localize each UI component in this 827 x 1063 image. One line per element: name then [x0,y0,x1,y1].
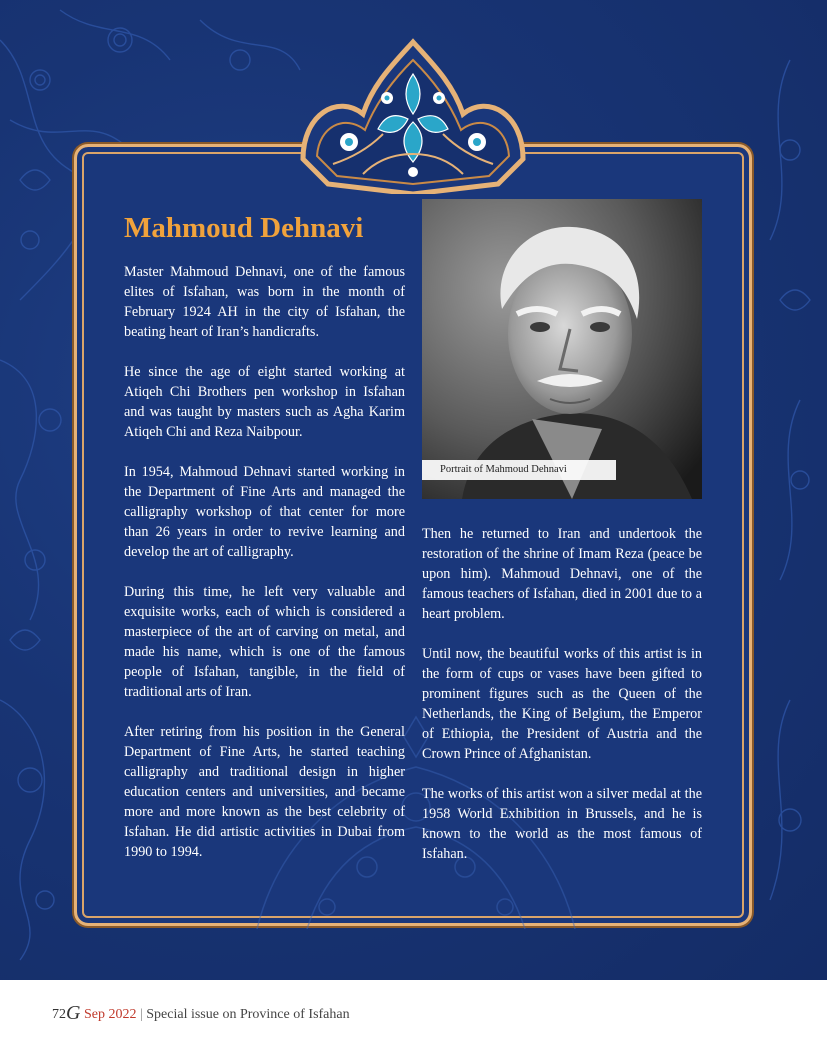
right-text-column [422,524,702,884]
issue-date: Sep 2022 [83,1007,137,1022]
portrait-photo [422,199,702,499]
article-title: Mahmoud Dehnavi [124,212,364,244]
paragraph: After retiring from his position in the General Department of Fine Arts, he started teaching calligraphy and traditional design in higher education centers and universities, and became more and more known as the best celebrity of Isfahan. He did artistic activities in Dubai from 1990 to 1994. [124,724,405,860]
paragraph: Until now, the beautiful works of this artist is in the form of cups or vases have been gifted to prominent figures such as the Queen of the Netherlands, the King of Belgium, the Emperor of Ethiopia, the President of Austria and the Crown Prince of Afghanistan. [422,646,702,762]
paragraph: In 1954, Mahmoud Dehnavi started working in the Department of Fine Arts and managed the calligraphy workshop of that center for more than 26 years in order to revive learning and develop the art of calligraphy. [124,464,405,560]
footer-separator: | [139,1007,143,1022]
issue-title: Special issue on Province of Isfahan [146,1007,350,1022]
left-text-column [124,262,405,882]
page-number: 72 [52,1007,66,1022]
paragraph: During this time, he left very valuable and exquisite works, each of which is considered a masterpiece of the art of carving on metal, and made his name, which is one of the famous people of Isfahan, tangible, in the field of traditional arts of Iran. [124,584,405,700]
persian-arabesque-ornament [293,34,533,194]
paragraph: Master Mahmoud Dehnavi, one of the famous elites of Isfahan, was born in the month of February 1924 AH in the city of Isfahan, the beating heart of Iran’s handicrafts. [124,264,405,340]
page-footer [52,1001,350,1024]
portrait-caption: Portrait of Mahmoud Dehnavi [422,460,616,480]
paragraph: He since the age of eight started working at Atiqeh Chi Brothers pen workshop in Isfahan and was taught by masters such as Agha Karim Atiqeh Chi and Reza Naibpour. [124,364,405,440]
portrait-image [422,199,702,499]
paragraph: The works of this artist won a silver medal at the 1958 World Exhibition in Brussels, and he is known to the world as the most famous of Isfahan. [422,786,702,862]
paragraph: Then he returned to Iran and undertook the restoration of the shrine of Imam Reza (peace be upon him). Mahmoud Dehnavi, one of the famous teachers of Isfahan, died in 2001 due to a heart problem. [422,526,702,622]
magazine-logo-icon: G [66,1002,81,1024]
